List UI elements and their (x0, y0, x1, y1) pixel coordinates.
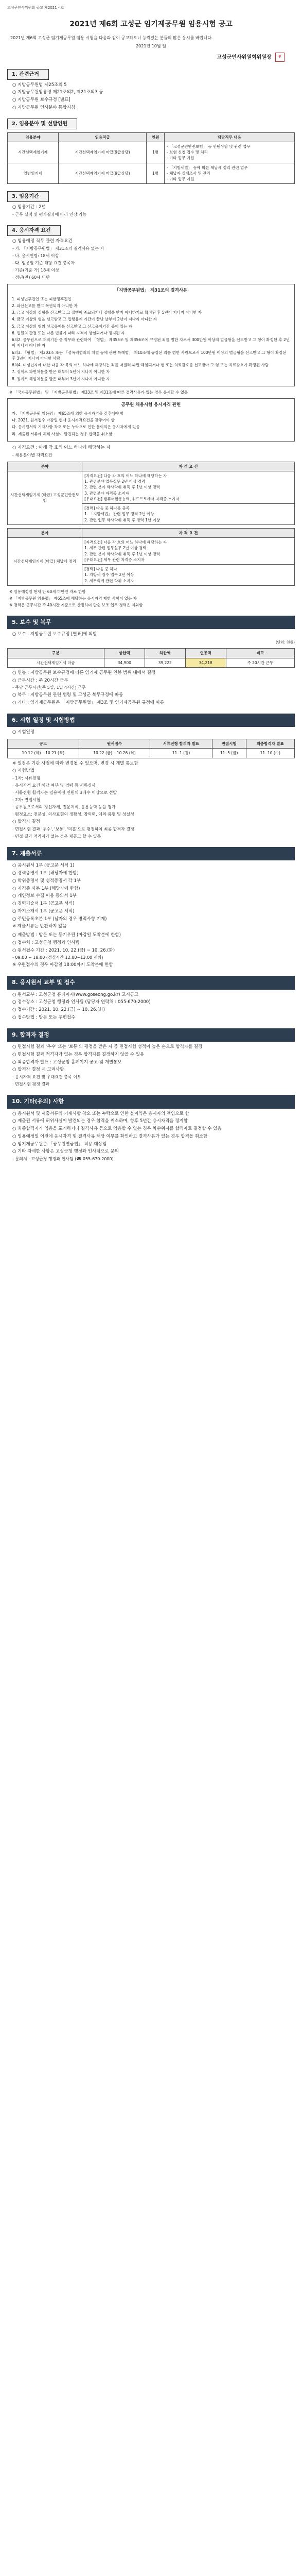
list-item: ○ 시험일정 (12, 730, 34, 735)
list-item: ○ 접수처 : 고성군청 행정과 인사팀 (12, 940, 80, 945)
list-item: ○ 합격자 결정 (12, 819, 40, 824)
table-header: 인원 (147, 132, 165, 142)
positions-table (7, 132, 295, 184)
section-title: 3. 임용기간 (7, 191, 49, 202)
section-notes (7, 1095, 295, 1162)
qualification-table-1 (7, 462, 295, 525)
salary-list (12, 670, 295, 706)
table-cell: 시간선택제임기제 마급(9급상당) (58, 163, 146, 184)
term-list (12, 204, 295, 218)
table-caption: (단위: 천원) (275, 640, 295, 645)
table-header: 비고 (226, 649, 294, 658)
list-item: ○ 시험방법 (12, 768, 34, 774)
list-item: ○ 지방공무원임용령 제21조의2, 제21조의3 등 (12, 90, 103, 95)
eligibility-notice-box (7, 398, 295, 442)
list-item: ○ 자격요건 : 아래 각 호의 어느 하나에 해당하는 자 (12, 445, 111, 450)
list-item: ※ 우편접수의 경우 마감일 18:00까지 도착분에 한함 (12, 962, 113, 968)
list-item: - 근무 실적 및 평가결과에 따라 연장 가능 (12, 212, 87, 217)
box-line: 2. 파산선고를 받고 복권되지 아니한 자 (12, 303, 78, 308)
table-cell: 1명 (147, 142, 165, 163)
box-line: 나. 2021. 원서접수 마감일 현재 응시자격요건을 갖추어야 함 (12, 418, 115, 422)
section-title: 2. 임용분야 및 선발인원 (7, 118, 77, 129)
decision-list (12, 1044, 295, 1088)
section-decision (7, 1028, 295, 1088)
submission-list (12, 932, 295, 969)
table-cell: 주 20시간 근무 (226, 658, 294, 667)
box-line: 6의2. 공무원으로 재직기간 중 직무와 관련하여 「형법」 제355조 및 제356조에 규정된 죄를 범한 자로서 300만원 이상의 벌금형을 선고받고 그 형이 확정된 후 2년이 지나지 아니한 자 (12, 337, 290, 348)
table-row (8, 658, 295, 667)
list-item: - 가. 「지방공무원법」 제31조의 결격사유 없는 자 (12, 246, 104, 251)
table-cell: [자격요건] 다음 각 호의 어느 하나에 해당하는 자 1. 관련분야 업무실무 2년 이상 경력 2. 관련 분야 학사학위 취득 후 1년 이상 경력 3. 관련분야 자격증 소지자 [우대요건] 컴퓨터활용능력, 워드프로세서 자격증 소지자 (82, 471, 295, 503)
table-header: 임용분야 (8, 132, 59, 142)
section-title: 1. 관련근거 (7, 69, 49, 80)
table-header-row (8, 132, 295, 142)
qualification-table-2 (7, 528, 295, 586)
table-row (8, 538, 295, 565)
box-line: 8. 징계로 해임처분을 받은 때부터 3년이 지나지 아니한 자 (12, 376, 110, 381)
section-term (7, 191, 295, 218)
list-item: ○ 경력기술서 1부 (공고문 서식) (12, 901, 75, 906)
box-line: 6의3. 「형법」 제303조 또는 「성폭력범죄의 처벌 등에 관한 특례법」 제10조에 규정된 죄를 범한 사람으로서 100만원 이상의 벌금형을 선고받고 그 형이 확정된 후 3년이 지나지 아니한 사람 (12, 350, 287, 361)
table-cell: 시간선택제임기제 마급 (8, 658, 104, 667)
table-header: 서류전형 합격자 발표 (150, 739, 212, 749)
disqualification-note: ※ 「국가공무원법」 및 「지방공무원법」 제33조 및 제31조에 따른 결격사유가 있는 경우 응시할 수 없음 (9, 389, 188, 395)
table-cell (82, 565, 295, 586)
cell-label: [경력] 다음 중 하나를 충족 (84, 506, 130, 511)
salary-intro (12, 631, 295, 638)
table-header: 연봉액 (185, 649, 226, 658)
list-item: ○ 면접시험 결과 '우수' 또는 '보통'의 평정을 받은 자 중 면접시험 성적이 높은 순으로 합격자를 결정 (12, 1044, 203, 1049)
list-item: - 09:00 ~ 18:00 (점심시간 12:00~13:00 제외) (12, 955, 103, 960)
table-header-row (8, 528, 295, 537)
section-title: 7. 제출서류 (7, 847, 295, 861)
list-item: ○ 주민등록초본 1부 (남자의 경우 병적사항 기재) (12, 916, 107, 922)
note-line: ※ 임용예정일 현재 만 60세 미만인 자로 한함 (9, 589, 86, 594)
box-line: 7. 징계로 파면처분을 받은 때부터 5년이 지나지 아니한 자 (12, 369, 110, 375)
table-cell: 시간선택제임기제 (8, 142, 59, 163)
list-item: ○ 기타 : 임기제공무원은 「지방공무원법」 제3조 및 임기제공무원 규정에 따름 (12, 700, 165, 705)
section-title: 9. 합격자 결정 (7, 1028, 295, 1042)
list-item: ○ 지방공무원법 제25조의 5 (12, 82, 67, 88)
eligibility-notes (9, 589, 293, 608)
section-salary (7, 616, 295, 706)
list-item: ○ 면접시험 결과 적격자가 없는 경우 합격자를 결정하지 않을 수 있음 (12, 1052, 145, 1057)
table-cell: 34,900 (104, 658, 145, 667)
list-item: ※ 일정은 기관 사정에 따라 변경될 수 있으며, 변경 시 개별 통보함 (12, 760, 138, 766)
cell-text: 1. 「지방세법」 관련 업무 경력 2년 이상 2. 관련 업무 학사학위 취득 후 경력 1년 이상 (84, 512, 160, 522)
documents-list (12, 862, 295, 930)
list-item: ○ 자기소개서 1부 (공고문 서식) (12, 908, 75, 914)
table-header: 하한액 (145, 649, 185, 658)
application-list (12, 992, 295, 1021)
table-header: 최종합격자 발표 (246, 739, 294, 749)
list-item: ○ 원서교부 : 고성군청 홈페이지(www.goseong.go.kr) 고시공고 (12, 992, 139, 997)
table-header: 면접시험 (212, 739, 246, 749)
table-cell: 10.22.(금) ~10.26.(화) (79, 749, 150, 758)
notice-reference: 고성군인사위원회 공고 제2021 - 호 (7, 6, 64, 10)
table-row (8, 142, 295, 163)
box-line: 6의4. 미성년자에 대한 다음 각 목의 어느 하나에 해당하는 죄를 저질러 파면·해임되거나 형 또는 치료감호를 선고받아 그 형 또는 치료감호가 확정된 사람 (12, 363, 269, 367)
box-title: 「지방공무원법」 제31조의 결격사유 (114, 287, 188, 293)
box-line: 4. 금고 이상의 형을 선고받고 그 집행유예 기간이 끝난 날부터 2년이 지나지 아니한 자 (12, 317, 157, 322)
list-item: ○ 자격증 사본 1부 (해당자에 한함) (12, 886, 80, 891)
list-item: ○ 응시원서 1부 (공고문 서식 1) (12, 863, 75, 869)
table-header-row (8, 649, 295, 658)
section-legal-basis (7, 69, 295, 111)
list-item: - 주당 근무시간(주 5일, 1일 4시간) 근무 (12, 685, 86, 690)
list-item: ○ 연봉 : 지방공무원 보수규정에 따른 임기제 공무원 연봉 범위 내에서 결정 (12, 670, 156, 675)
table-row (8, 749, 295, 758)
schedule-sub (12, 729, 295, 736)
note-line: ※ 경력은 근무시간 주 40시간 기준으로 산정하며 단순 보조 업무 경력은 제외함 (9, 603, 143, 608)
table-row (8, 471, 295, 503)
list-item: - 나. 응시연령: 18세 이상 (12, 253, 59, 258)
list-item: ○ 학위증명서 및 성적증명서 각 1부 (12, 878, 81, 884)
list-item: · 면접 결과 적격자가 없는 경우 재공고 할 수 있음 (12, 834, 101, 839)
section-documents (7, 847, 295, 969)
list-item: ○ 응시원서 및 제출서류의 기재사항 착오 또는 누락으로 인한 불이익은 응시자의 책임으로 함 (12, 1111, 189, 1116)
list-item: · 공무원으로서의 정신자세, 전문지식, 응용능력 등을 평가 (12, 805, 116, 809)
table-header: 자 격 요 건 (82, 528, 295, 537)
official-seal: 인 (275, 53, 285, 62)
list-item: ○ 제출된 서류에 허위사실이 발견되는 경우 합격을 취소하며, 향후 5년간 응시자격을 정지함 (12, 1118, 188, 1124)
notes-list (12, 1111, 295, 1163)
list-item: ○ 접수장소 : 고성군청 행정과 인사팀 (담당자 연락처 : 055-670-2000) (12, 999, 151, 1005)
legal-basis-list (12, 82, 295, 111)
table-cell: 34,218 (185, 658, 226, 667)
table-cell: 11. 10.(수) (246, 749, 294, 758)
table-cell (82, 504, 295, 525)
section-title: 8. 응시원서 교부 및 접수 (7, 976, 295, 990)
issuing-organization (17, 53, 285, 62)
section-application (7, 976, 295, 1021)
list-item: ○ 합격자 결정 시 고려사항 (12, 1067, 64, 1073)
table-header: 분야 (8, 528, 82, 537)
box-line: 다. 응시원서의 기재사항 착오 또는 누락으로 인한 불이익은 응시자에게 있음 (12, 425, 140, 430)
table-cell: 10.12.(화) ~10.21.(목) (8, 749, 79, 758)
table-cell: - 「지방세법」 등에 따른 체납세 정리 관련 업무 - 체납자 실태조사 및 관리 - 기타 업무 지원 (164, 163, 294, 184)
section-positions (7, 118, 295, 184)
table-cell: [자격요건] 다음 각 호의 어느 하나에 해당하는 자 1. 세무 관련 업무실무 2년 이상 경력 2. 관련 분야 학사학위 취득 후 1년 이상 경력 [우대요건] 세무 관련 자격증 소지자 (82, 538, 295, 565)
section-schedule (7, 714, 295, 840)
list-item: ○ 복무 : 지방공무원 관련 법령 및 고성군 복무규정에 따름 (12, 692, 123, 698)
table-cell: 1명 (147, 163, 165, 184)
section-title: 10. 기타(유의) 사항 (7, 1095, 295, 1109)
table-cell: 시간선택제임기제 (마급) 체납세 정리 (8, 538, 82, 586)
notice-date: 2021년 10월 일 (136, 43, 166, 48)
list-item: ○ 지방공무원 보수규정 [별표] (12, 97, 70, 103)
table-row (8, 163, 295, 184)
list-item: · 면접시험 평정 결과 (12, 1082, 49, 1087)
table-header: 구분 (8, 649, 104, 658)
list-item: · 서류전형 합격자는 임용예정 인원의 3배수 이상으로 선발 (12, 790, 117, 795)
list-item: ○ 경력증명서 1부 (해당자에 한함) (12, 871, 79, 876)
intro-text: 2021년 제6회 고성군 임기제공무원 임용 시험을 다음과 같이 공고하오니 능력있는 분들의 많은 응시를 바랍니다. (10, 35, 213, 40)
list-item: - 문의처 : 고성군청 행정과 인사팀 (☎ 055-670-2000) (12, 1157, 114, 1161)
box-line: 5. 금고 이상의 형의 선고유예를 선고받고 그 선고유예기간 중에 있는 자 (12, 324, 132, 329)
table-cell: 시간선택제임기제 마급(9급상당) (58, 142, 146, 163)
list-item: - 1차: 서류전형 (12, 776, 41, 781)
table-header: 자 격 요 건 (82, 462, 295, 471)
list-item: - 2차: 면접시험 (12, 798, 41, 802)
table-header-row (8, 462, 295, 471)
list-item: ○ 근무시간 : 주 20시간 근무 (12, 677, 68, 683)
list-item: · 기준(기준 가) 18세 이상 (12, 267, 59, 273)
box-line: 라. 제출된 서류에 허위 사실이 발견되는 경우 합격을 취소함 (12, 431, 113, 436)
salary-table (7, 648, 295, 668)
box-line: 3. 금고 이상의 실형을 선고받고 그 집행이 종료되거나 집행을 받지 아니하기로 확정된 후 5년이 지나지 아니한 자 (12, 310, 202, 315)
box-line: 6. 법원의 판결 또는 다른 법률에 따라 자격이 상실되거나 정지된 자 (12, 330, 125, 335)
box-title: 공무원 채용시험 응시자격 관련 (121, 402, 181, 408)
eligibility-list (12, 238, 295, 281)
list-item: ○ 임기제공무원은 「공무원연금법」 적용 대상임 (12, 1141, 107, 1147)
list-item: - 다. 임용일 기준 해당 요건 충족자 (12, 260, 75, 265)
list-item: ○ 원서접수 기간 : 2021. 10. 22.(금) ~ 10. 26.(화) (12, 947, 115, 953)
table-header: 원서접수 (79, 739, 150, 749)
table-header: 상한액 (104, 649, 145, 658)
table-cell: 11. 5.(금) (212, 749, 246, 758)
list-item: · 응시자격 요건 및 우대요건 충족 여부 (12, 1075, 81, 1079)
list-item: ○ 임용기간 : 2년 (12, 205, 46, 210)
list-item: ○ 최종합격자 발표 : 고성군청 홈페이지 공고 및 개별통보 (12, 1059, 122, 1065)
list-item: ○ 임용예정 직무 관련 자격요건 (12, 239, 73, 244)
box-line: 가. 「지방공무원 임용령」 제65조에 의한 응시자격을 갖추어야 함 (12, 411, 124, 416)
section-title: 5. 보수 및 복무 (7, 616, 295, 630)
list-item: · 면접시험 결과 '우수', '보통', '미흡'으로 평정하여 최종 합격자 결정 (12, 826, 134, 832)
qualification-intro (12, 445, 295, 459)
list-item: · 응시자격 요건 해당 여부 및 경력 등 서류심사 (12, 783, 96, 788)
table-cell: 11. 1.(월) (150, 749, 212, 758)
list-item: ○ 보수 : 지방공무원 보수규정 [별표]에 의함 (12, 632, 97, 637)
document-title: 2021년 제6회 고성군 임기제공무원 임용시험 공고 (69, 20, 233, 28)
table-header-row (8, 739, 295, 749)
box-line: 1. 피성년후견인 또는 피한정후견인 (12, 296, 72, 301)
list-item: · 평정요소: 전문성, 의사표현의 정확성, 창의력, 예의·품행 및 성실성 (12, 812, 134, 817)
table-cell: - 「고성군민안전보험」 등 민원상담 및 관련 업무 - 보험 신청 접수 및 처리 - 기타 업무 지원 (164, 142, 294, 163)
schedule-table (7, 739, 295, 758)
table-header: 공고 (8, 739, 79, 749)
cell-label: [경력] 다음 중 하나 (84, 567, 117, 571)
list-item: ○ 개인정보 수집·이용 동의서 1부 (12, 893, 77, 899)
list-item: ○ 기타 자세한 사항은 고성군청 행정과 인사팀으로 문의 (12, 1149, 119, 1155)
organization-name: 고성군인사위원회위원장 (217, 54, 272, 60)
table-cell: 39,222 (145, 658, 185, 667)
list-item: ○ 제출방법 : 방문 또는 등기우편 (마감일 도착분에 한함) (12, 933, 121, 938)
table-header: 임용직급 (58, 132, 146, 142)
section-title: 6. 시험 일정 및 시험방법 (7, 714, 295, 727)
table-header: 분야 (8, 462, 82, 471)
list-item: ○ 지방공무원 인사분야 통합지침 (12, 105, 76, 110)
list-item: ○ 최종합격자가 임용을 포기하거나 결격사유 등으로 임용할 수 없는 경우 차순위자를 합격자로 결정할 수 있음 (12, 1126, 222, 1131)
schedule-list (12, 760, 295, 840)
list-item: - 채용분야별 자격요건 (12, 452, 52, 457)
table-cell: 일반임기제 (8, 163, 59, 184)
note-line: ※ 「지방공무원 임용령」 제65조에 해당하는 응시자격 제한 사항이 없는 자 (9, 596, 137, 601)
list-item: ○ 접수방법 : 방문 또는 우편접수 (12, 1014, 76, 1020)
list-item: · 정년(만) 60세 미만 (12, 275, 50, 280)
section-eligibility (7, 225, 295, 608)
table-cell: 시간선택제임기제 (마급) 고성군민안전보험 (8, 471, 82, 524)
table-header: 담당직무 내용 (164, 132, 294, 142)
list-item: ○ 접수기간 : 2021. 10. 22.(금) ~ 10. 26.(화) (12, 1007, 105, 1012)
section-title: 4. 응시자격 요건 (7, 225, 61, 236)
disqualification-box (7, 284, 295, 386)
cell-text: 1. 지방세 징수 업무 2년 이상 2. 세무회계 관련 학위 소지자 (84, 572, 134, 583)
list-item: ○ 임용예정일 이전에 응시자격 및 결격사유 해당 여부를 확인하고 결격사유가 있는 경우 합격을 취소함 (12, 1133, 208, 1139)
list-item: ※ 제출서류는 반환하지 않음 (12, 924, 67, 929)
